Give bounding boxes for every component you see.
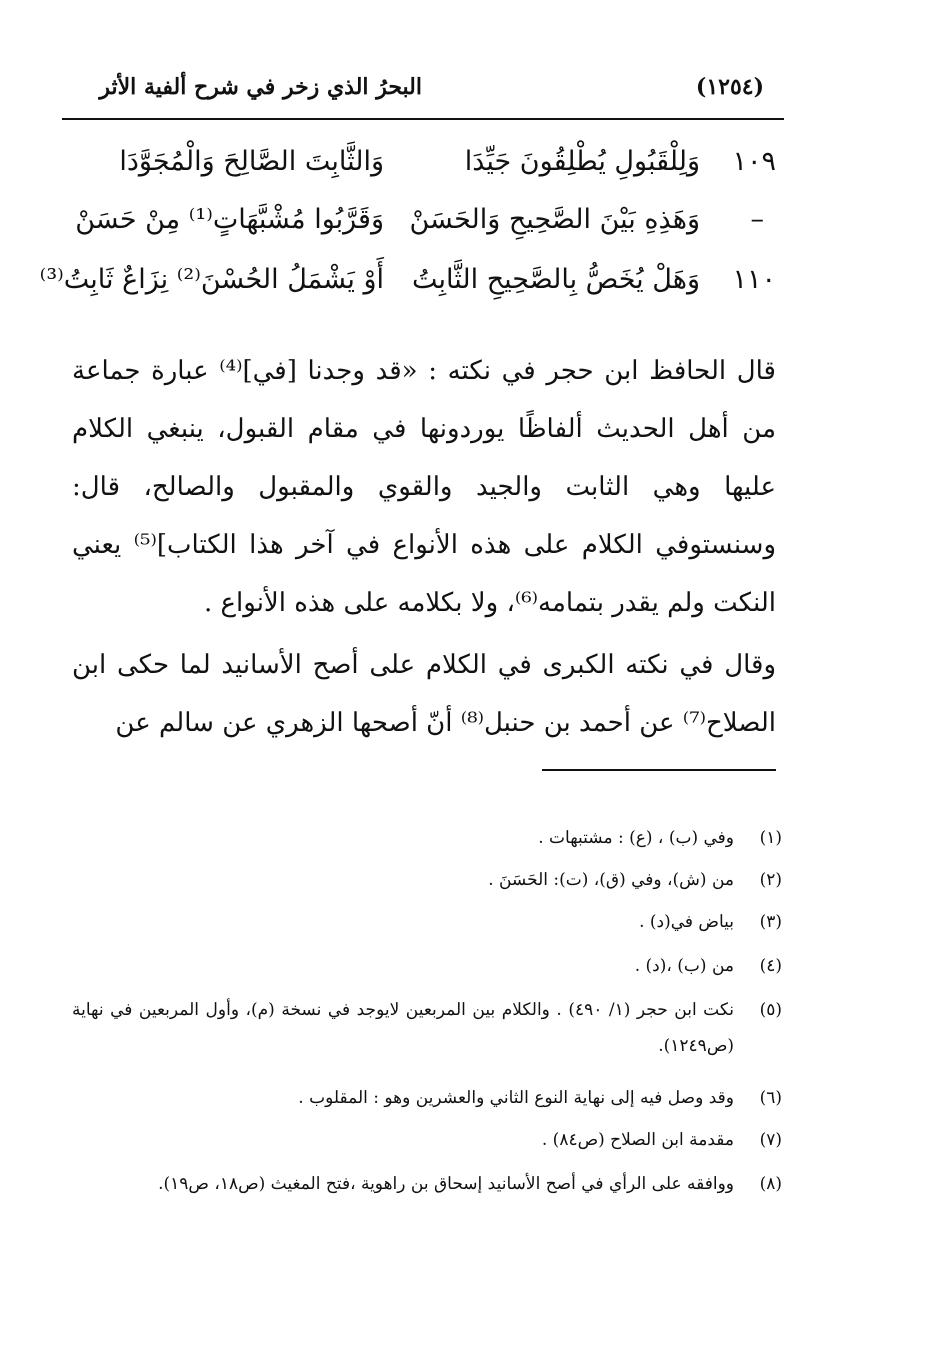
first-hemistich: وَهَذِهِ بَيْنَ الصَّحِيحِ وَالحَسَنْ [409, 204, 700, 235]
book-title: البحرُ الذي زخر في شرح ألفية الأثر [99, 74, 422, 100]
header-rule [62, 118, 784, 120]
footnote-separator [542, 769, 776, 771]
second-hemistich: وَقَرَّبُوا مُشْبَّهَاتٍ⁽¹⁾ مِنْ حَسَنْ [75, 204, 384, 235]
footnote [72, 948, 782, 984]
footnote-number: (٧) [759, 1130, 782, 1150]
footnote-number: (١) [759, 828, 782, 848]
footnote [72, 992, 782, 1064]
footnote-text: بياض في(د) . [639, 912, 734, 932]
footnote [72, 1080, 782, 1116]
footnote-number: (٦) [759, 1088, 782, 1108]
footnote-number: (٥) [759, 1000, 782, 1020]
footnote-number: (٤) [759, 956, 782, 976]
paragraph: وقال في نكته الكبرى في الكلام على أصح الأسانيد لما حكى ابن الصلاح⁽⁷⁾ عن أحمد بن حنبل⁽⁸⁾ أنّ أصحها الزهري عن سالم عن [72, 650, 776, 738]
footnote-text: وقد وصل فيه إلى نهاية النوع الثاني والعشرين وهو : المقلوب . [298, 1088, 734, 1108]
footnote [72, 862, 782, 898]
footnote-text: نكت ابن حجر (١/ ٤٩٠) . والكلام بين المربعين لايوجد في نسخة (م)، وأول المربعين في نهاية (ص١٢٤٩). [72, 1000, 734, 1056]
footnote-text: ووافقه على الرأي في أصح الأسانيد إسحاق بن راهوية ،فتح المغيث (ص١٨، ص١٩). [158, 1174, 734, 1194]
footnote [72, 904, 782, 940]
verse-number: – [750, 204, 764, 235]
first-hemistich: وَلِلْقَبُولِ يُطْلِقُونَ جَيِّدَا [464, 146, 700, 177]
footnote-number: (٨) [759, 1174, 782, 1194]
footnote-text: وفي (ب) ، (ع) : مشتبهات . [538, 828, 734, 848]
verse-line [39, 264, 784, 320]
running-header [62, 70, 784, 110]
footnote-number: (٣) [759, 912, 782, 932]
second-hemistich: وَالثَّابِتَ الصَّالِحَ وَالْمُجَوَّدَا [119, 146, 384, 177]
verse-number: ١١٠ [732, 264, 776, 295]
footnote-number: (٢) [759, 870, 782, 890]
footnote [72, 1166, 782, 1202]
verse-line [62, 146, 784, 202]
second-hemistich: أَوْ يَشْمَلُ الحُسْنَ⁽²⁾ نِزَاعٌ ثَابِتُ⁽³⁾ [39, 264, 384, 295]
paragraph: قال الحافظ ابن حجر في نكته : «قد وجدنا [في]⁽⁴⁾ عبارة جماعة من أهل الحديث ألفاظًا يوردونها في مقام القبول، ينبغي الكلام عليها وهي الثابت والجيد والقوي والمقبول والصالح، قال: وسنستوفي الكلام على هذه الأنواع في آخر هذا الكتاب]⁽⁵⁾ يعني النكت ولم يقدر بتمامه⁽⁶⁾، ولا بكلامه على هذه الأنواع . [72, 356, 776, 618]
first-hemistich: وَهَلْ يُخَصُّ بِالصَّحِيحِ الثَّابِتُ [411, 264, 700, 295]
footnote-text: مقدمة ابن الصلاح (ص٨٤) . [541, 1130, 734, 1150]
footnote-text: من (ش)، وفي (ق)، (ت): الحَسَنَ . [488, 870, 734, 890]
footnote-text: من (ب) ،(د) . [634, 956, 734, 976]
page-number: (١٢٥٤) [695, 74, 764, 100]
footnote [72, 820, 782, 856]
verse-number: ١٠٩ [732, 146, 776, 177]
verse-line [62, 204, 784, 260]
footnote [72, 1122, 782, 1158]
